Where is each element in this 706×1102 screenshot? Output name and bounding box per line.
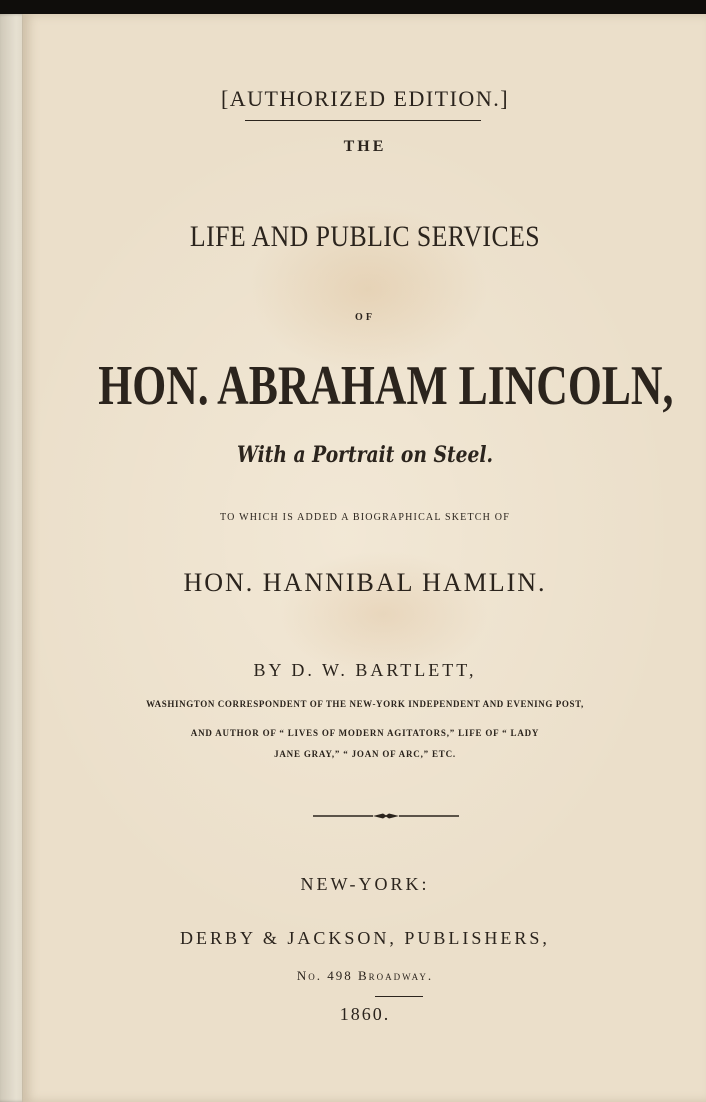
edition-label: [AUTHORIZED EDITION.] [220, 86, 510, 111]
author-works-line-2: JANE GRAY,” “ JOAN OF ARC,” ETC. [274, 749, 456, 759]
subject-name: HON. ABRAHAM LINCOLN, [98, 355, 674, 417]
publisher-city: NEW-YORK: [300, 874, 430, 894]
scan-top-edge [0, 0, 706, 14]
title-of: OF [355, 312, 375, 323]
author-works-line-1: AND AUTHOR OF “ LIVES OF MODERN AGITATORS,” LIFE OF “ LADY [190, 728, 540, 738]
author-byline: BY D. W. BARTLETT, [253, 660, 477, 680]
added-sketch-note: TO WHICH IS ADDED A BIOGRAPHICAL SKETCH OF [220, 512, 510, 523]
publisher-name: DERBY & JACKSON, PUBLISHERS, [180, 928, 550, 948]
author-credentials: WASHINGTON CORRESPONDENT OF THE NEW-YORK INDEPENDENT AND EVENING POST, [146, 699, 584, 709]
publication-year: 1860. [339, 1004, 391, 1024]
edition-rule [245, 120, 481, 121]
publisher-address: No. 498 Broadway. [296, 968, 434, 983]
title-page [22, 14, 706, 1102]
title-article: THE [343, 138, 387, 155]
title-line: LIFE AND PUBLIC SERVICES [189, 220, 541, 253]
portrait-note: With a Portrait on Steel. [236, 442, 494, 468]
year-rule [375, 996, 423, 997]
dash-ornament-icon [311, 810, 461, 822]
second-subject-name: HON. HANNIBAL HAMLIN. [183, 568, 547, 597]
